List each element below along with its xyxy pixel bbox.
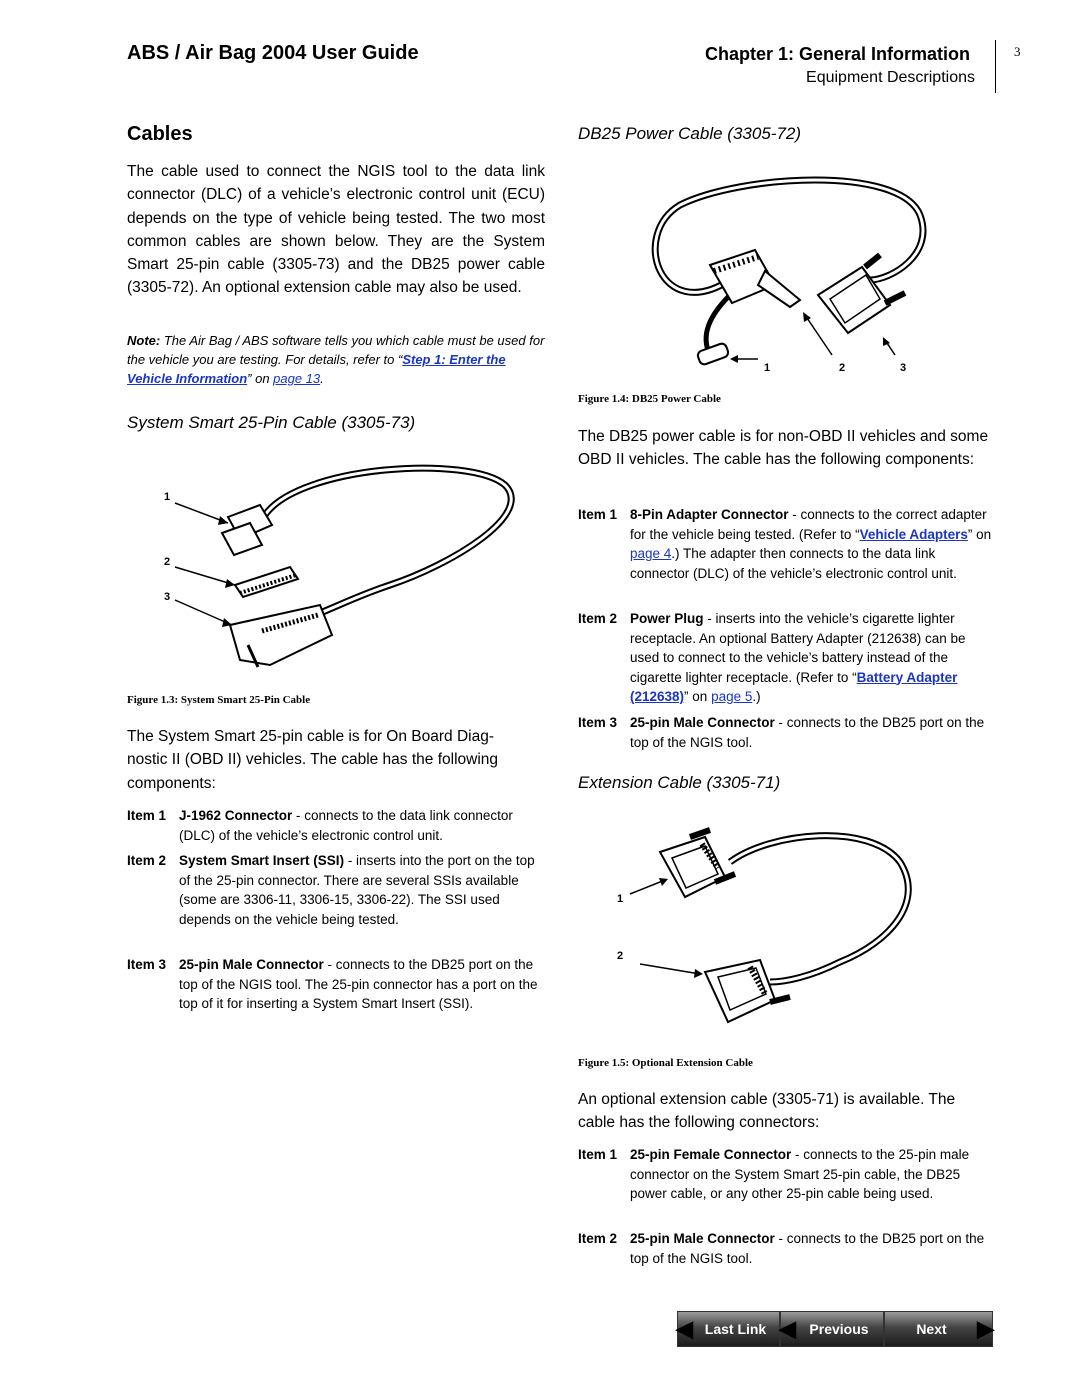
item-label: Item 3 xyxy=(127,957,167,972)
previous-arrow-icon: ◀ xyxy=(779,1316,796,1341)
db25-item-3 xyxy=(578,713,996,752)
item-label: Item 2 xyxy=(578,1231,618,1246)
db25-male-connector-shape xyxy=(818,255,905,333)
fig14-label-1: 1 xyxy=(764,362,771,374)
system-smart-desc-line2: nostic II (OBD II) vehicles. The cable has the following xyxy=(127,751,499,769)
step1-link[interactable]: Step 1: Enter the Vehicle Information xyxy=(127,352,506,386)
item-name: 25-pin Male Connector xyxy=(179,957,324,972)
ext-item-1 xyxy=(578,1145,996,1204)
item-name: 25-pin Male Connector xyxy=(630,1231,775,1246)
fig14-label-3: 3 xyxy=(900,362,907,374)
fig15-label-1: 1 xyxy=(617,893,624,905)
figure-1-4-caption: Figure 1.4: DB25 Power Cable xyxy=(578,393,721,405)
fig13-label-2: 2 xyxy=(164,556,171,568)
page5-link[interactable]: page 5 xyxy=(711,689,753,704)
last-link-label: Last Link xyxy=(704,1321,767,1337)
battery-adapter-link[interactable]: Battery Adapter (212638) xyxy=(630,669,958,704)
item-label: Item 2 xyxy=(578,611,618,626)
next-label: Next xyxy=(916,1321,947,1337)
male-connector-shape xyxy=(230,605,332,667)
previous-button[interactable] xyxy=(780,1311,884,1347)
system-smart-cable-illustration xyxy=(150,455,530,685)
system-smart-heading: System Smart 25-Pin Cable (3305-73) xyxy=(127,413,416,432)
header-divider xyxy=(995,40,996,93)
item-label: Item 1 xyxy=(127,808,167,823)
extension-heading: Extension Cable (3305-71) xyxy=(578,773,781,792)
ssi-insert-shape xyxy=(235,567,298,597)
page4-link[interactable]: page 4 xyxy=(630,546,672,561)
navigation-bar xyxy=(677,1311,993,1349)
item-name: 25-pin Male Connector xyxy=(630,715,775,730)
fig15-label-2: 2 xyxy=(617,950,624,962)
system-smart-desc xyxy=(127,725,547,795)
page-number: 3 xyxy=(1014,44,1021,59)
db25-power-cable-illustration xyxy=(640,175,930,380)
note-text: The Air Bag / ABS software tells you which cable must be used for the vehicle you are testing. For details, refer to “ xyxy=(127,333,545,367)
fig14-label-2: 2 xyxy=(839,362,846,374)
item-text: - connects to the data link connector (DLC) of the vehicle’s electronic control unit. xyxy=(179,808,513,843)
item-name: J-1962 Connector xyxy=(179,808,293,823)
next-button[interactable] xyxy=(884,1311,993,1347)
item-pre: - inserts into the vehicle’s cigarette lighter receptacle. An optional Battery Adapter (212638) can be used to connect to the vehicle’s battery instead of the cigarette lighter receptacle. (Refer to “ xyxy=(630,611,966,685)
item-mid: ” on xyxy=(967,526,992,542)
system-smart-desc-line3: components: xyxy=(127,774,216,792)
cables-intro: The cable used to connect the NGIS tool to the data link connector (DLC) of a vehicle’s electronic control unit (ECU) depends on the type of vehicle being tested. The two most common cables are shown below. They are the System Smart 25-pin cable (3305-73) and the DB25 power cable (3305-72). An optional extension cable may also be used. xyxy=(127,163,545,297)
item-text: - connects to the DB25 port on the top of the NGIS tool. The 25-pin connector has a port on the top of it for inserting a System Smart Insert (SSI). xyxy=(179,957,538,1011)
item-label: Item 2 xyxy=(127,853,167,868)
fig13-label-3: 3 xyxy=(164,591,171,603)
item-pre: - connects to the correct adapter for the vehicle being tested. (Refer to “ xyxy=(630,507,987,542)
item-post: .) xyxy=(752,689,761,704)
item-name: 8-Pin Adapter Connector xyxy=(630,507,789,522)
item-label: Item 3 xyxy=(578,715,618,730)
figure-1-5-caption: Figure 1.5: Optional Extension Cable xyxy=(578,1057,753,1069)
item-mid: ” on xyxy=(684,689,712,704)
back-arrow-icon: ◀ xyxy=(676,1316,693,1341)
document-title: ABS / Air Bag 2004 User Guide xyxy=(127,42,419,64)
item-label: Item 1 xyxy=(578,507,618,522)
female-connector-shape xyxy=(660,830,735,897)
cables-heading: Cables xyxy=(127,123,193,145)
item-name: 25-pin Female Connector xyxy=(630,1147,792,1162)
last-link-button[interactable] xyxy=(677,1311,780,1347)
note-after: ” on xyxy=(247,371,274,386)
previous-label: Previous xyxy=(809,1321,869,1337)
db25-item-2 xyxy=(578,609,996,707)
cables-note xyxy=(127,331,545,388)
db25-heading: DB25 Power Cable (3305-72) xyxy=(578,124,802,143)
item-post: .) The adapter then connects to the data link connector (DLC) of the vehicle’s electronic control unit. xyxy=(630,546,957,581)
left-item-3 xyxy=(127,955,545,1014)
figure-1-3-caption: Figure 1.3: System Smart 25-Pin Cable xyxy=(127,694,311,706)
db25-item-1 xyxy=(578,505,996,583)
adapter-connector-shape xyxy=(697,342,730,365)
section-title: Equipment Descriptions xyxy=(806,69,975,86)
ext-item-2 xyxy=(578,1229,996,1268)
item-text: - connects to the 25-pin male connector on the System Smart 25-pin cable, the DB25 power cable, or any other 25-pin cable being used. xyxy=(630,1147,970,1201)
chapter-title: Chapter 1: General Information xyxy=(704,44,970,64)
left-item-2 xyxy=(127,851,545,929)
vehicle-adapters-link[interactable]: Vehicle Adapters xyxy=(859,526,968,542)
next-arrow-icon: ▶ xyxy=(977,1316,994,1341)
note-label: Note: xyxy=(127,333,161,348)
item-text: - inserts into the port on the top of the 25-pin connector. There are several SSIs available (some are 3306-11, 3306-15, 3306-22). The SSI used depends on the vehicle being tested. xyxy=(179,853,535,927)
item-pre: - connects to the DB25 port on the top of the NGIS tool. xyxy=(630,715,985,750)
db25-desc: The DB25 power cable is for non-OBD II vehicles and some OBD II vehicles. The cable has the following components: xyxy=(578,428,989,469)
page13-link[interactable]: page 13 xyxy=(273,371,321,386)
extension-cable-illustration xyxy=(610,822,920,1047)
left-item-1 xyxy=(127,806,545,845)
item-name: System Smart Insert (SSI) xyxy=(179,853,345,868)
note-end: . xyxy=(320,371,324,386)
fig13-label-1: 1 xyxy=(164,491,171,503)
item-text: - connects to the DB25 port on the top of the NGIS tool. xyxy=(630,1231,985,1266)
item-label: Item 1 xyxy=(578,1147,618,1162)
system-smart-desc-line1: The System Smart 25-pin cable is for On Board Diag- xyxy=(127,728,494,745)
ext-male-connector-shape xyxy=(705,960,790,1022)
j1962-connector-shape xyxy=(222,505,272,555)
item-name: Power Plug xyxy=(630,611,704,626)
extension-desc: An optional extension cable (3305-71) is available. The cable has the following connectors: xyxy=(578,1091,956,1132)
